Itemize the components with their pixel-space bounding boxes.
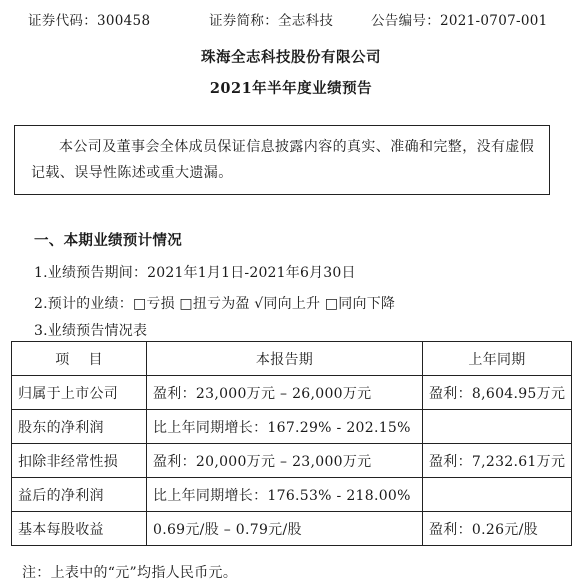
row-item-label: 基本每股收益 bbox=[12, 512, 147, 546]
prior-profit: 盈利：7,232.61万元 bbox=[423, 444, 572, 478]
footnote: 注：上表中的“元”均指人民币元。 bbox=[22, 565, 238, 581]
header-prior-period: 上年同期 bbox=[423, 342, 572, 376]
announcement-number: 公告编号：2021-0707-001 bbox=[371, 13, 548, 29]
stock-code: 证券代码：300458 bbox=[28, 13, 151, 29]
table-row bbox=[12, 444, 572, 478]
row-item-label: 股东的净利润 bbox=[12, 410, 147, 444]
disclaimer-box bbox=[14, 125, 550, 195]
current-eps: 0.69元/股 – 0.79元/股 bbox=[147, 512, 423, 546]
disclaimer-text: 本公司及董事会全体成员保证信息披露内容的真实、准确和完整，没有虚假记载、误导性陈述或重大遗漏。 bbox=[31, 139, 535, 181]
empty-cell bbox=[423, 410, 572, 444]
prior-eps: 盈利：0.26元/股 bbox=[423, 512, 572, 546]
table-header-row bbox=[12, 342, 572, 376]
company-name: 珠海全志科技股份有限公司 bbox=[201, 49, 381, 66]
table-row bbox=[12, 410, 572, 444]
current-profit: 盈利：20,000万元 – 23,000万元 bbox=[147, 444, 423, 478]
table-row bbox=[12, 478, 572, 512]
table-caption: 3.业绩预告情况表 bbox=[34, 323, 148, 339]
forecast-type: 2.预计的业绩：□亏损 □扭亏为盈 √同向上升 □同向下降 bbox=[34, 296, 396, 312]
performance-table bbox=[11, 341, 572, 546]
forecast-period: 1.业绩预告期间：2021年1月1日-2021年6月30日 bbox=[34, 265, 356, 281]
empty-cell bbox=[423, 478, 572, 512]
header-current-period: 本报告期 bbox=[147, 342, 423, 376]
section-heading: 一、本期业绩预计情况 bbox=[34, 232, 182, 249]
row-item-label: 益后的净利润 bbox=[12, 478, 147, 512]
prior-profit: 盈利：8,604.95万元 bbox=[423, 376, 572, 410]
table-row bbox=[12, 512, 572, 546]
current-growth: 比上年同期增长：176.53% - 218.00% bbox=[147, 478, 423, 512]
row-item-label: 归属于上市公司 bbox=[12, 376, 147, 410]
stock-abbreviation: 证券简称：全志科技 bbox=[209, 13, 334, 29]
row-item-label: 扣除非经常性损 bbox=[12, 444, 147, 478]
current-growth: 比上年同期增长：167.29% - 202.15% bbox=[147, 410, 423, 444]
current-profit: 盈利：23,000万元 – 26,000万元 bbox=[147, 376, 423, 410]
table-row bbox=[12, 376, 572, 410]
document-title: 2021年半年度业绩预告 bbox=[209, 80, 373, 97]
header-item: 项 目 bbox=[12, 342, 147, 376]
